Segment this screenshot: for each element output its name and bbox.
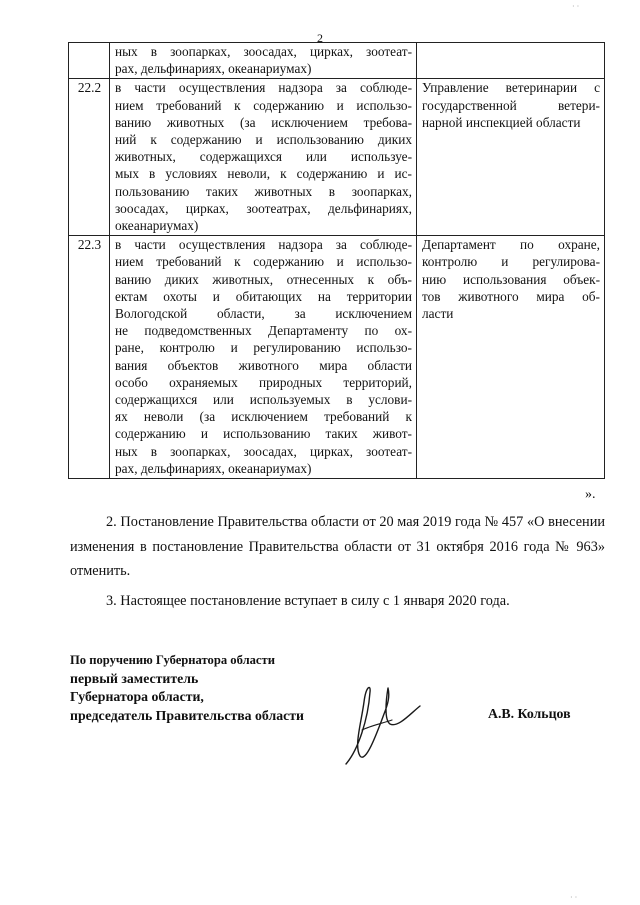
signer-title-line-3: председатель Правительства области bbox=[70, 707, 304, 723]
row-authority bbox=[417, 236, 605, 479]
description-line: зоосадах, цирках, зоотеатрах, дельфинариях, bbox=[115, 200, 412, 216]
table-row bbox=[69, 79, 605, 236]
authority-line: тов животного мира об- bbox=[422, 288, 600, 304]
signer-name: А.В. Кольцов bbox=[488, 706, 571, 721]
table-row bbox=[69, 236, 605, 479]
row-description bbox=[110, 43, 417, 79]
description-line: ях неволи (за исключением требований к bbox=[115, 409, 412, 425]
row-number: 22.3 bbox=[69, 236, 110, 479]
description-line: ний к содержанию и использованию диких bbox=[115, 132, 412, 148]
description-line: ных в зоопарках, зоосадах, цирках, зоотеат- bbox=[115, 44, 412, 59]
description-line: нием требований к содержанию и использо- bbox=[115, 97, 412, 113]
description-line: нием требований к содержанию и использо- bbox=[115, 254, 412, 270]
handwritten-signature bbox=[340, 680, 425, 770]
description-line: ванию диких животных, отнесенных к объ- bbox=[115, 271, 412, 287]
closing-quote: ». bbox=[585, 487, 596, 502]
regulation-table-body bbox=[69, 43, 605, 479]
on-behalf-line: По поручению Губернатора области bbox=[70, 653, 275, 667]
description-line: в части осуществления надзора за соблюде- bbox=[115, 237, 412, 253]
description-line: Вологодской области, за исключением bbox=[115, 306, 412, 322]
page-number: 2 bbox=[317, 31, 323, 45]
description-line: в части осуществления надзора за соблюде- bbox=[115, 80, 412, 96]
scan-mark-top: · · bbox=[572, 2, 580, 11]
description-line: ране, контролю и регулированию использо- bbox=[115, 340, 412, 356]
description-line: ектам охоты и обитающих на территории bbox=[115, 288, 412, 304]
description-line: не подведомственных Департаменту по ох- bbox=[115, 323, 412, 339]
description-line: рах, дельфинариях, океанариумах) bbox=[115, 61, 312, 77]
signer-title-line-1: первый заместитель bbox=[70, 670, 199, 686]
description-line: особо охраняемых природных территорий, bbox=[115, 374, 412, 390]
authority-line: государственной ветери- bbox=[422, 97, 600, 113]
row-description bbox=[110, 79, 417, 236]
authority-line: контролю и регулирова- bbox=[422, 254, 600, 270]
paragraph-repeal: 2. Постановление Правительства области от 20 мая 2019 года № 457 «О внесении изменения в постановление Правительства области от 31 октября 2016 года № 963» отменить. bbox=[70, 514, 605, 579]
description-line: рах, дельфинариях, океанариумах) bbox=[115, 460, 312, 476]
description-line: океанариумах) bbox=[115, 218, 199, 234]
table-row bbox=[69, 43, 605, 79]
paragraph-effective-date: 3. Настоящее постановление вступает в силу с 1 января 2020 года. bbox=[106, 593, 510, 609]
description-line: животных, содержащихся или используе- bbox=[115, 149, 412, 165]
authority-line: Департамент по охране, bbox=[422, 237, 600, 253]
description-line: ванию животных (за исключением требова- bbox=[115, 114, 412, 130]
signature-block bbox=[70, 651, 304, 725]
row-number: 22.2 bbox=[69, 79, 110, 236]
signer-title-line-2: Губернатора области, bbox=[70, 689, 204, 705]
row-authority bbox=[417, 79, 605, 236]
description-line: пользованию таких животных в зоопарках, bbox=[115, 183, 412, 199]
row-number bbox=[69, 43, 110, 79]
scan-mark-bottom: · · bbox=[570, 893, 578, 902]
description-line: содержанию и использованию таких живот- bbox=[115, 426, 412, 442]
row-description bbox=[110, 236, 417, 479]
regulation-table bbox=[68, 42, 605, 479]
description-line: мых в условиях неволи, к содержанию и ис- bbox=[115, 166, 412, 182]
description-line: ных в зоопарках, зоосадах, цирках, зоотеат- bbox=[115, 443, 412, 459]
description-line: содержащихся или используемых в услови- bbox=[115, 392, 412, 408]
description-line: вания объектов животного мира области bbox=[115, 357, 412, 373]
authority-line: нарной инспекцией области bbox=[422, 114, 581, 130]
row-authority bbox=[417, 43, 605, 79]
authority-line: ласти bbox=[422, 306, 454, 322]
authority-line: нию использования объек- bbox=[422, 271, 600, 287]
authority-line: Управление ветеринарии с bbox=[422, 80, 600, 96]
